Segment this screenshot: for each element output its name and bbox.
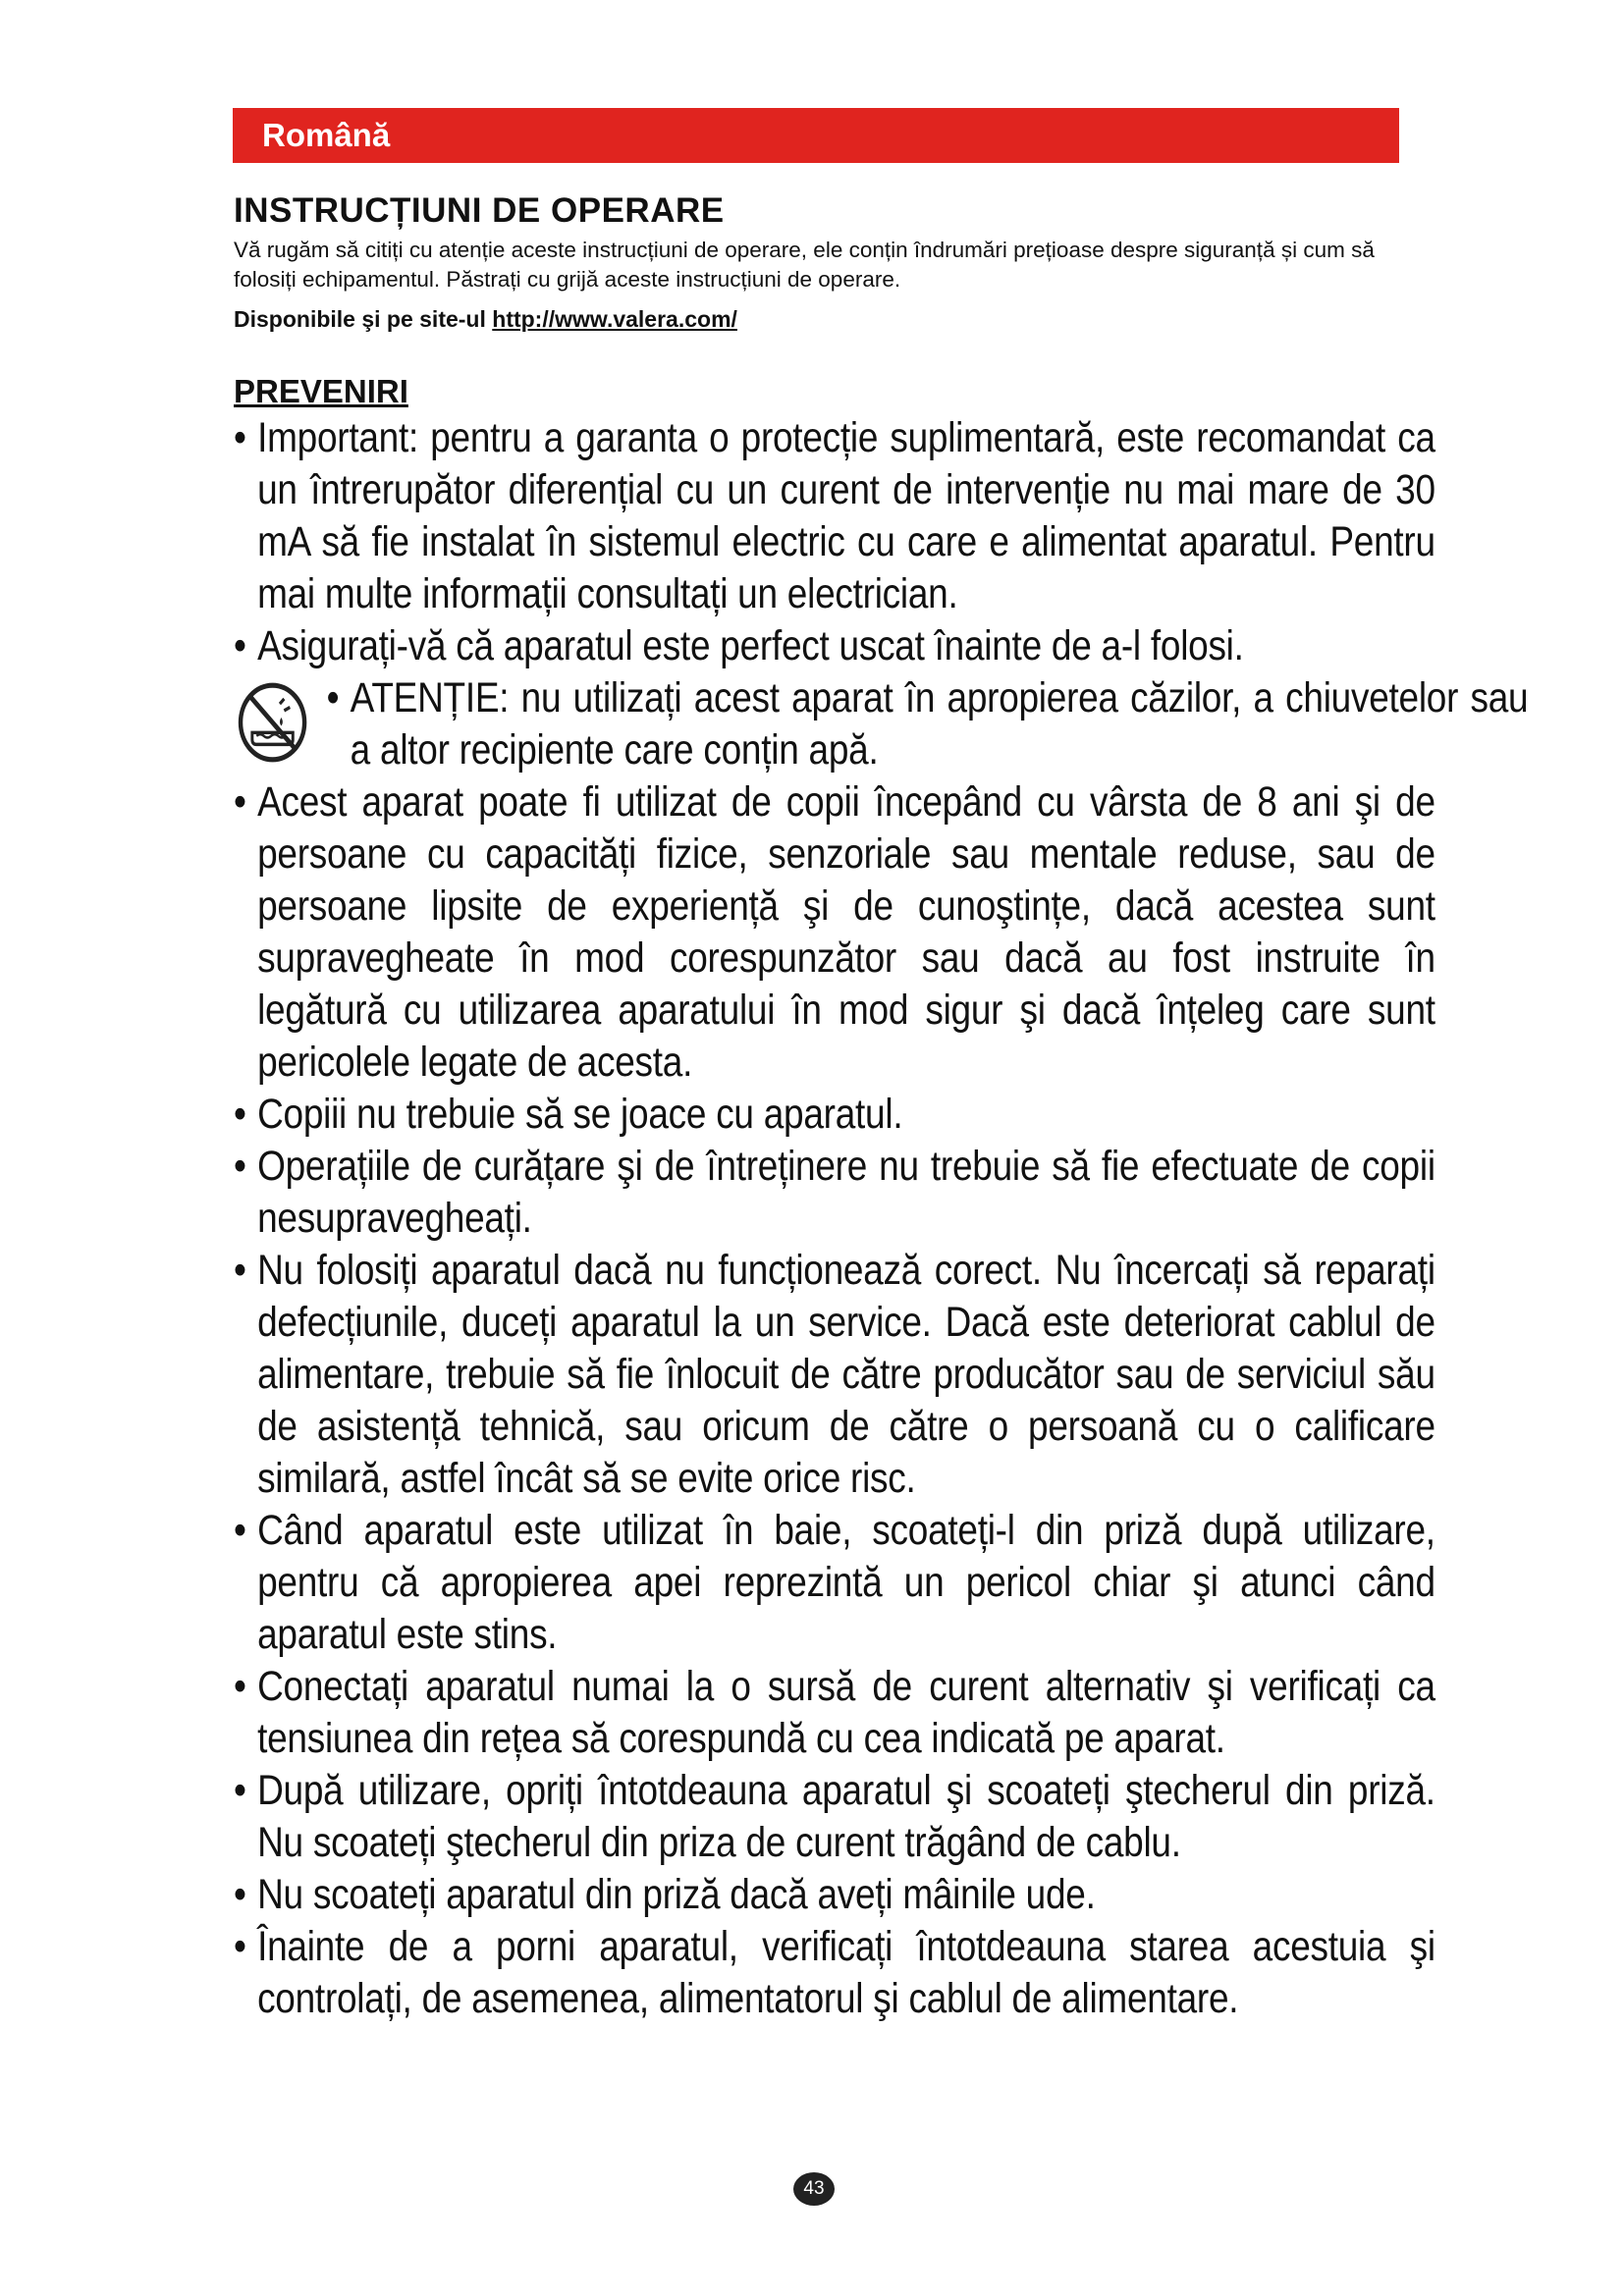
warnings-list bbox=[234, 412, 1529, 2025]
list-item: • După utilizare, opriți întotdeauna aparatul şi scoateți ştecherul din priză. Nu scoateți ştecherul din priza de curent trăgând de cablu. bbox=[234, 1765, 1435, 1869]
list-item: • Acest aparat poate fi utilizat de copii începând cu vârsta de 8 ani şi de persoane cu capacități fizice, senzoriale sau mentale reduse, sau de persoane lipsite de experiență şi de cunoştințe, dacă acestea sunt supravegheate în mod corespunzător sau dacă au fost instruite în legătură cu utilizarea aparatului în mod sigur şi dacă înțeleg care sunt pericolele legate de acesta. bbox=[234, 776, 1435, 1089]
section-title: PREVENIRI bbox=[234, 373, 408, 409]
intro-text: Vă rugăm să citiți cu atenție aceste instrucțiuni de operare, ele conțin îndrumări prețioase despre siguranță și cum să folosiți echipamentul. Păstrați cu grijă aceste instrucțiuni de operare. bbox=[234, 238, 1375, 292]
site-line bbox=[234, 306, 737, 333]
list-item: • Operațiile de curățare şi de întreținere nu trebuie să fie efectuate de copii nesupravegheați. bbox=[234, 1141, 1435, 1245]
language-header-bar bbox=[233, 108, 1399, 163]
list-item: • Nu scoateți aparatul din priză dacă aveți mâinile ude. bbox=[234, 1869, 1435, 1921]
page-number-badge: 43 bbox=[793, 2172, 835, 2206]
language-label: Română bbox=[262, 117, 391, 153]
list-item: • Asigurați-vă că aparatul este perfect uscat înainte de a-l folosi. bbox=[234, 620, 1435, 672]
list-item-atentie bbox=[234, 672, 1528, 776]
list-item: • Copiii nu trebuie să se joace cu aparatul. bbox=[234, 1089, 1435, 1141]
list-item: • Când aparatul este utilizat în baie, scoateți-l din priză după utilizare, pentru că apropierea apei reprezintă un pericol chiar şi atunci când aparatul este stins. bbox=[234, 1505, 1435, 1661]
site-label: Disponibile şi pe site-ul bbox=[234, 306, 486, 332]
list-item: • Important: pentru a garanta o protecție suplimentară, este recomandat ca un întrerupător diferențial cu un curent de intervenție nu mai mare de 30 mA să fie instalat în sistemul electric cu care e alimentat aparatul. Pentru mai multe informații consultați un electrician. bbox=[234, 412, 1435, 620]
list-item: • Conectați aparatul numai la o sursă de curent alternativ şi verificați ca tensiunea din rețea să corespundă cu cea indicată pe aparat. bbox=[234, 1661, 1435, 1765]
site-link[interactable]: http://www.valera.com/ bbox=[492, 306, 737, 332]
atentie-text: ATENȚIE: nu utilizați acest aparat în apropierea căzilor, a chiuvetelor sau a altor recipiente care conțin apă. bbox=[350, 674, 1529, 774]
list-item: • Înainte de a porni aparatul, verificați întotdeauna starea acestuia şi controlați, de asemenea, alimentatorul şi cablul de alimentare. bbox=[234, 1921, 1435, 2025]
document-title: INSTRUCȚIUNI DE OPERARE bbox=[234, 191, 725, 230]
no-bath-water-icon bbox=[237, 680, 309, 765]
list-item: • Nu folosiți aparatul dacă nu funcționează corect. Nu încercați să reparați defecțiunile, duceți aparatul la un service. Dacă este deteriorat cablul de alimentare, trebuie să fie înlocuit de către producător sau de serviciul său de asistență tehnică, sau oricum de către o persoană cu o calificare similară, astfel încât să se evite orice risc. bbox=[234, 1245, 1435, 1505]
